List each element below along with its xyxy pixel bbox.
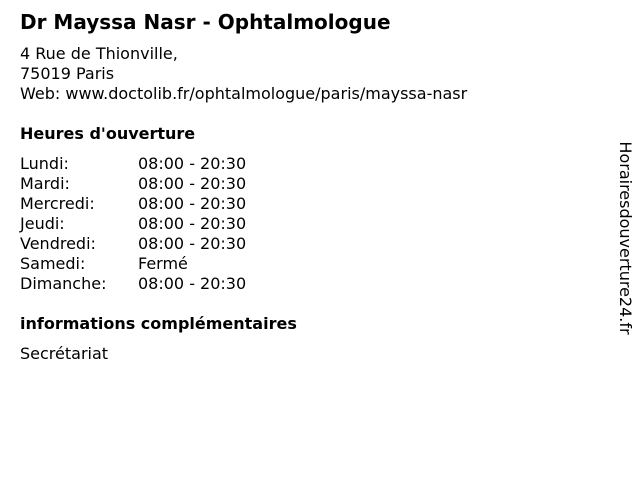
page-title: Dr Mayssa Nasr - Ophtalmologue [20, 10, 391, 34]
hours-row-saturday [20, 254, 246, 274]
hours-value: 08:00 - 20:30 [138, 234, 247, 253]
website-text: Web: www.doctolib.fr/ophtalmologue/paris/mayssa-nasr [20, 84, 468, 103]
hours-value: 08:00 - 20:30 [138, 214, 247, 233]
hours-row-friday [20, 234, 246, 254]
day-label: Samedi: [20, 254, 86, 273]
additional-info-text: Secrétariat [20, 344, 109, 363]
day-label: Vendredi: [20, 234, 96, 253]
day-label: Jeudi: [20, 214, 65, 233]
additional-info-heading: informations complémentaires [20, 314, 297, 333]
hours-row-sunday [20, 274, 246, 294]
hours-value: 08:00 - 20:30 [138, 174, 247, 193]
day-label: Mardi: [20, 174, 70, 193]
hours-row-thursday [20, 214, 246, 234]
site-watermark-text: Horairesdouverture24.fr [616, 141, 635, 335]
hours-value: Fermé [138, 254, 188, 273]
opening-hours-heading: Heures d'ouverture [20, 124, 196, 143]
opening-hours-table [20, 154, 246, 294]
hours-row-tuesday [20, 174, 246, 194]
address-block [20, 44, 467, 104]
hours-value: 08:00 - 20:30 [138, 274, 247, 293]
address-street: 4 Rue de Thionville, [20, 44, 178, 63]
address-city: 75019 Paris [20, 64, 115, 83]
day-label: Mercredi: [20, 194, 95, 213]
hours-row-monday [20, 154, 246, 174]
day-label: Lundi: [20, 154, 69, 173]
hours-value: 08:00 - 20:30 [138, 154, 247, 173]
hours-value: 08:00 - 20:30 [138, 194, 247, 213]
hours-row-wednesday [20, 194, 246, 214]
day-label: Dimanche: [20, 274, 107, 293]
